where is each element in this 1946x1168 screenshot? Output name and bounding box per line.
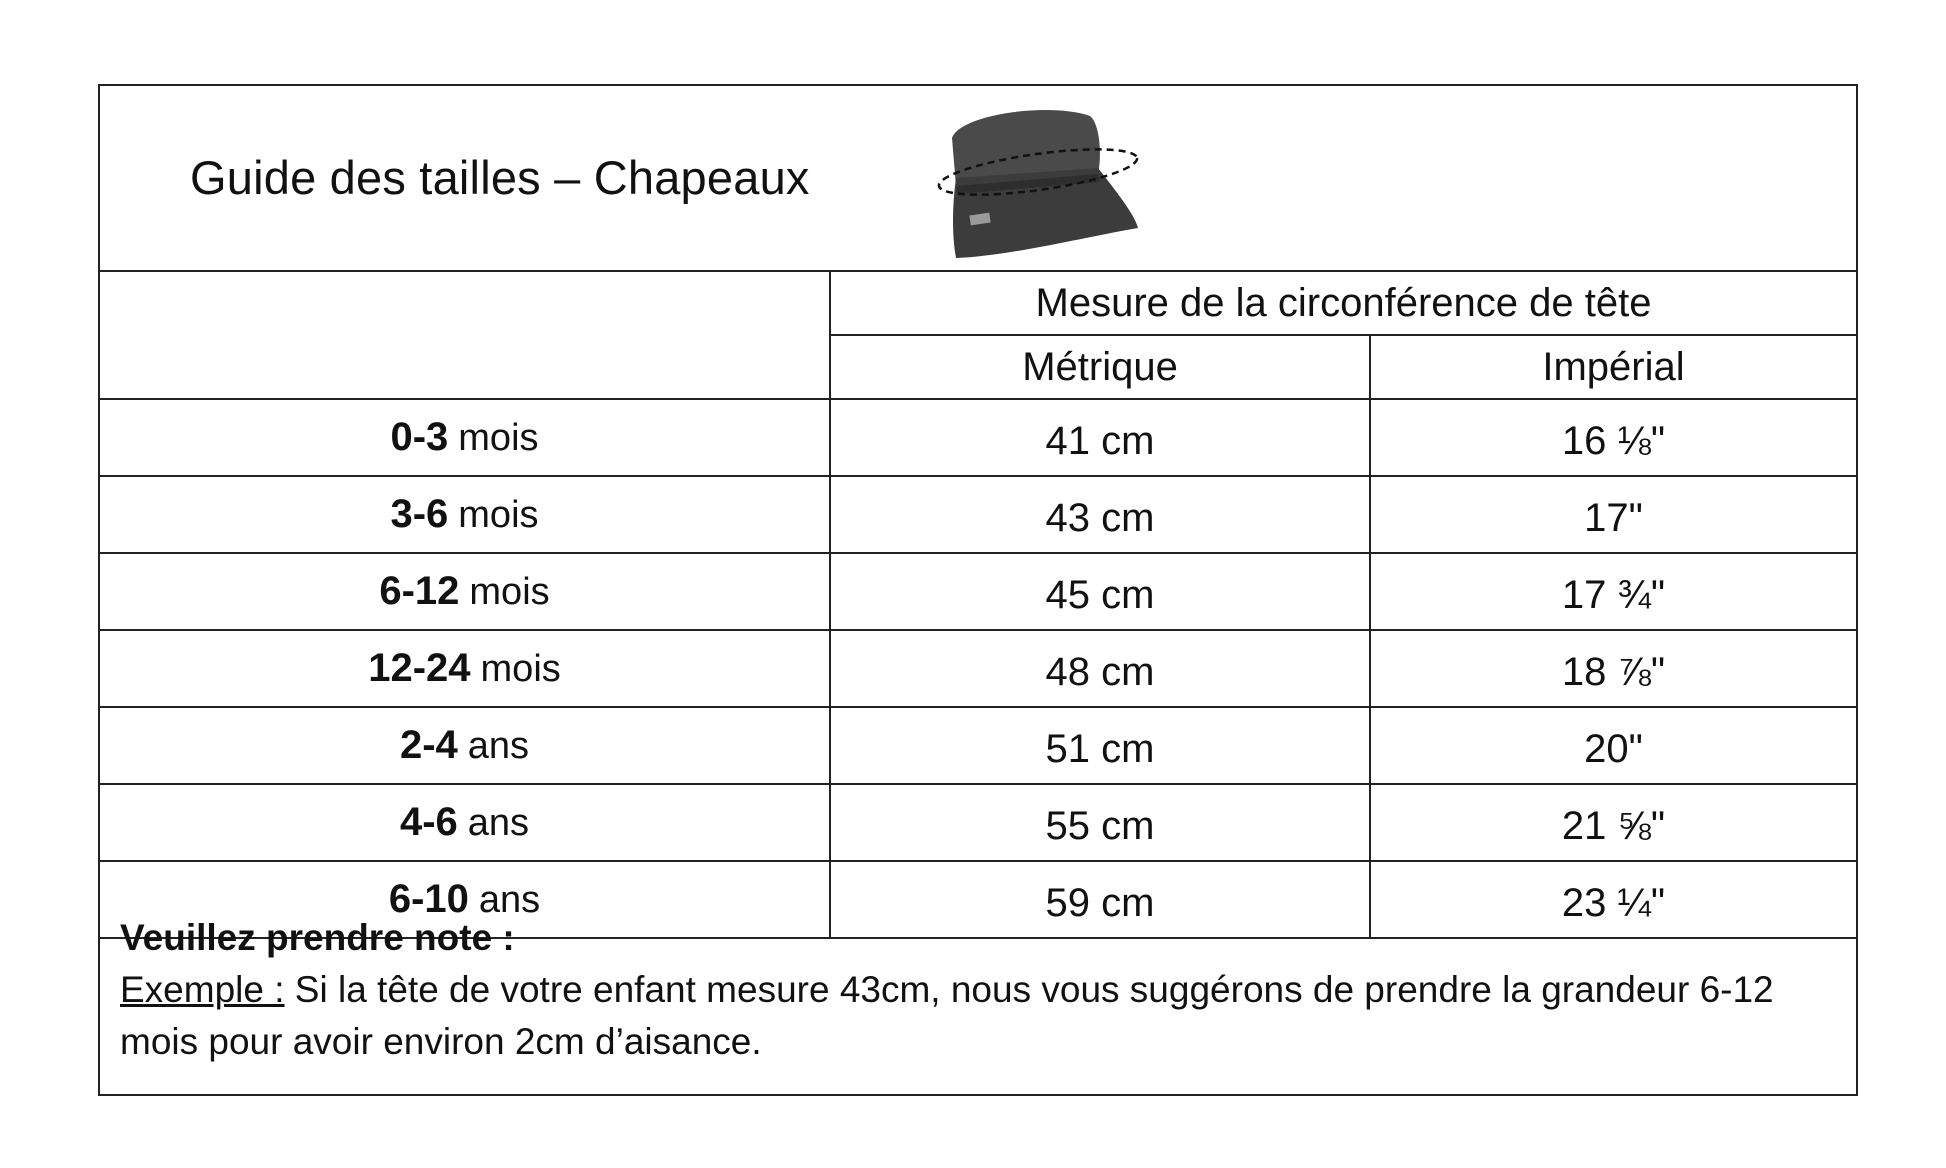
metric-column-header: Métrique: [830, 335, 1370, 399]
metric-cell: 45 cm: [830, 553, 1370, 630]
note-section: [100, 886, 1856, 1068]
size-table: [100, 272, 1856, 939]
size-cell: [100, 707, 830, 784]
table-row: [100, 476, 1856, 553]
imperial-column-header: Impérial: [1370, 335, 1856, 399]
example-label: Exemple :: [120, 969, 285, 1010]
size-cell: [100, 476, 830, 553]
table-row: [100, 399, 1856, 476]
metric-cell: 41 cm: [830, 399, 1370, 476]
note-title: Veuillez prendre note :: [120, 917, 515, 958]
size-unit: mois: [458, 494, 539, 536]
metric-cell: 43 cm: [830, 476, 1370, 553]
imperial-cell: 18 ⅞": [1370, 630, 1856, 707]
size-cell: [100, 553, 830, 630]
circumference-header: Mesure de la circonférence de tête: [830, 272, 1856, 335]
metric-cell: 51 cm: [830, 707, 1370, 784]
size-guide: [98, 84, 1858, 1096]
guide-header: [100, 86, 1856, 272]
page-title: Guide des tailles – Chapeaux: [190, 151, 810, 204]
metric-cell: 48 cm: [830, 630, 1370, 707]
imperial-cell: 16 ⅛": [1370, 399, 1856, 476]
size-unit: ans: [467, 802, 530, 844]
size-unit: mois: [458, 417, 539, 459]
table-row: [100, 553, 1856, 630]
imperial-cell: 17 ¾": [1370, 553, 1856, 630]
size-range: 6-10: [388, 877, 469, 921]
metric-cell: 55 cm: [830, 784, 1370, 861]
size-range: 6-12: [379, 569, 460, 613]
size-range: 12-24: [368, 646, 471, 690]
size-unit: mois: [469, 571, 550, 613]
size-unit: mois: [480, 648, 561, 690]
table-header-group-row: [100, 272, 1856, 335]
size-cell: [100, 784, 830, 861]
example-text: Si la tête de votre enfant mesure 43cm, nous vous suggérons de prendre la grandeur 6-12 mois pour avoir environ 2cm d’aisance.: [120, 969, 1774, 1062]
size-unit: ans: [467, 725, 530, 767]
size-range: 0-3: [390, 415, 449, 459]
table-row: [100, 630, 1856, 707]
empty-header-cell: [100, 272, 830, 399]
size-range: 2-4: [399, 723, 458, 767]
imperial-cell: 17": [1370, 476, 1856, 553]
size-range: 3-6: [390, 492, 449, 536]
size-cell: [100, 399, 830, 476]
metric-cell: 59 cm: [830, 861, 1370, 938]
imperial-cell: 21 ⅝": [1370, 784, 1856, 861]
table-row: [100, 784, 1856, 861]
size-unit: ans: [478, 879, 541, 921]
imperial-cell: 23 ¼": [1370, 861, 1856, 938]
size-cell: [100, 630, 830, 707]
table-row: [100, 707, 1856, 784]
bucket-hat-icon: [930, 96, 1150, 266]
imperial-cell: 20": [1370, 707, 1856, 784]
size-range: 4-6: [399, 800, 458, 844]
